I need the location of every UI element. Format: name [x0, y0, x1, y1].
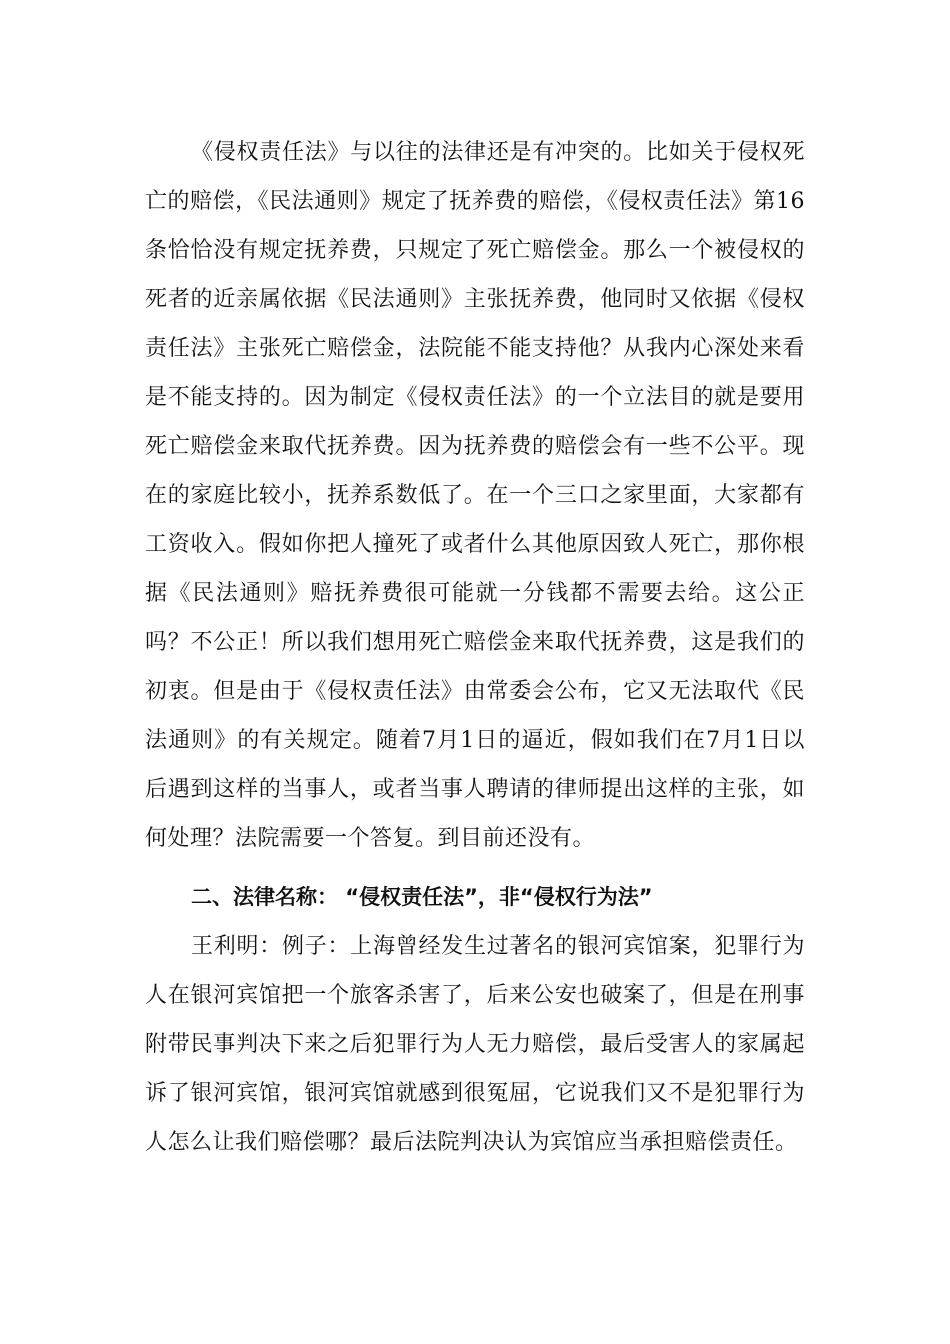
section-heading: 二、法律名称： “侵权责任法”，非“侵权行为法” — [191, 885, 653, 909]
body-paragraph-1: 《侵权责任法》与以往的法律还是有冲突的。比如关于侵权死亡的赔偿，《民法通则》规定了抚养费的赔偿，《侵权责任法》第16条恰恰没有规定抚养费，只规定了死亡赔偿金。那么一个被侵权的死者的近亲属依据《民法通则》主张抚养费，他同时又依据《侵权责任法》主张死亡赔偿金，法院能不能支持他？从我内心深处来看是不能支持的。因为制定《侵权责任法》的一个立法目的就是要用死亡赔偿金来取代抚养费。因为抚养费的赔偿会有一些不公平。现在的家庭比较小，抚养系数低了。在一个三口之家里面，大家都有工资收入。假如你把人撞死了或者什么其他原因致人死亡，那你根据《民法通则》赔抚养费很可能就一分钱都不需要去给。这公正吗？不公正！所以我们想用死亡赔偿金来取代抚养费，这是我们的初衷。但是由于《侵权责任法》由常委会公布，它又无法取代《民法通则》的有关规定。随着7月1日的逼近，假如我们在7月1日以后遇到这样的当事人，或者当事人聘请的律师提出这样的主张，如何处理？法院需要一个答复。到目前还没有。 — [145, 140, 805, 851]
body-paragraph-2: 王利明：例子：上海曾经发生过著名的银河宾馆案，犯罪行为人在银河宾馆把一个旅客杀害了，后来公安也破案了，但是在刑事附带民事判决下来之后犯罪行为人无力赔偿，最后受害人的家属起诉了银河宾馆，银河宾馆就感到很冤屈，它说我们又不是犯罪行为人怎么让我们赔偿哪？最后法院判决认为宾馆应当承担赔偿责任。 — [145, 934, 805, 1155]
